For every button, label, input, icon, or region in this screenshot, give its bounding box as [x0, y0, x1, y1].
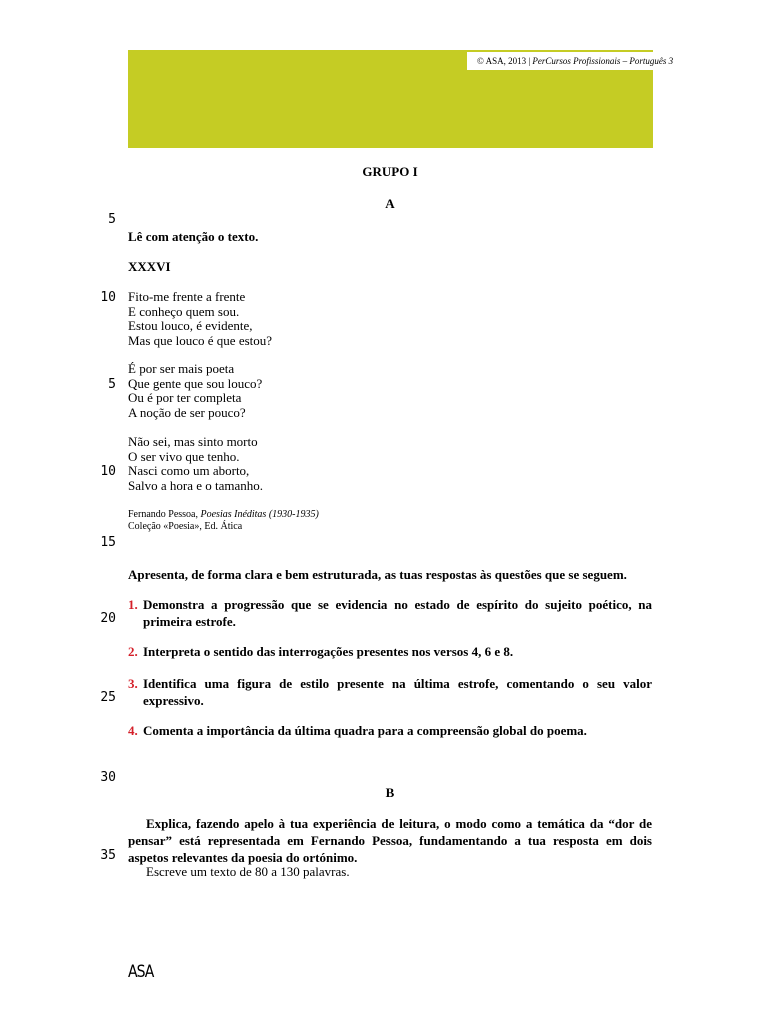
- poem-verse: Ou é por ter completa: [128, 390, 242, 405]
- copyright-notice: © ASA, 2013 | PerCursos Profissionais – Português 3: [467, 52, 675, 70]
- poem-stanza-2: [128, 362, 262, 420]
- line-number: 10: [100, 464, 116, 479]
- poem-stanza-3: [128, 435, 263, 493]
- poem-verse: É por ser mais poeta: [128, 361, 235, 376]
- question-text: Demonstra a progressão que se evidencia no estado de espírito do sujeito poético, na primeira estrofe.: [143, 597, 652, 629]
- asa-logo: ASA: [128, 962, 154, 982]
- poem-verse: A noção de ser pouco?: [128, 404, 246, 420]
- question-number: 3.: [128, 676, 138, 691]
- line-number: 35: [100, 848, 116, 863]
- line-number: 20: [100, 611, 116, 626]
- question-3: [128, 675, 652, 709]
- section-b-prompt: Explica, fazendo apelo à tua experiência de leitura, o modo como a temática da “dor de pensar” está representada em Fernando Pessoa, fundamentando a tua resposta em dois aspetos relevantes da poesia do ortónimo.: [128, 816, 652, 865]
- poem-verse: Que gente que sou louco?: [128, 375, 263, 391]
- question-1: [128, 596, 652, 630]
- poem-verse: Mas que louco é que estou?: [128, 332, 273, 348]
- poem-verse: E conheço quem sou.: [128, 303, 240, 319]
- poem-verse: Estou louco, é evidente,: [128, 318, 253, 333]
- section-b-title: B: [385, 785, 395, 800]
- question-text: Comenta a importância da última quadra para a compreensão global do poema.: [143, 723, 587, 738]
- line-number: 15: [100, 535, 116, 550]
- line-number: 5: [108, 212, 116, 227]
- word-count-instruction: Escreve um texto de 80 a 130 palavras.: [146, 864, 350, 879]
- line-number: 25: [100, 690, 116, 705]
- poem-verse: Salvo a hora e o tamanho.: [128, 477, 264, 493]
- poem-title: XXXVI: [128, 259, 171, 274]
- questions-intro: Apresenta, de forma clara e bem estruturada, as tuas respostas às questões que se seguem.: [128, 567, 627, 582]
- poem-verse: Nasci como um aborto,: [128, 463, 250, 478]
- group-title: GRUPO I: [362, 164, 418, 179]
- question-text: Identifica uma figura de estilo presente na última estrofe, comentando o seu valor expressivo.: [143, 676, 652, 708]
- poem-verse: Não sei, mas sinto morto: [128, 434, 258, 449]
- poem-stanza-1: [128, 290, 272, 348]
- question-number: 1.: [128, 597, 138, 612]
- reading-instruction: Lê com atenção o texto.: [128, 229, 259, 244]
- question-4: [128, 722, 652, 739]
- question-number: 4.: [128, 723, 138, 738]
- poem-source: Fernando Pessoa, Poesias Inéditas (1930-1935) Coleção «Poesia», Ed. Ática: [128, 509, 319, 532]
- poem-verse: O ser vivo que tenho.: [128, 448, 240, 464]
- poem-verse: Fito-me frente a frente: [128, 289, 246, 304]
- question-text: Interpreta o sentido das interrogações presentes nos versos 4, 6 e 8.: [143, 644, 514, 659]
- question-2: [128, 643, 652, 660]
- line-number: 5: [108, 377, 116, 392]
- line-number: 10: [100, 290, 116, 305]
- section-a-title: A: [385, 196, 395, 211]
- question-number: 2.: [128, 644, 138, 659]
- line-number: 30: [100, 770, 116, 785]
